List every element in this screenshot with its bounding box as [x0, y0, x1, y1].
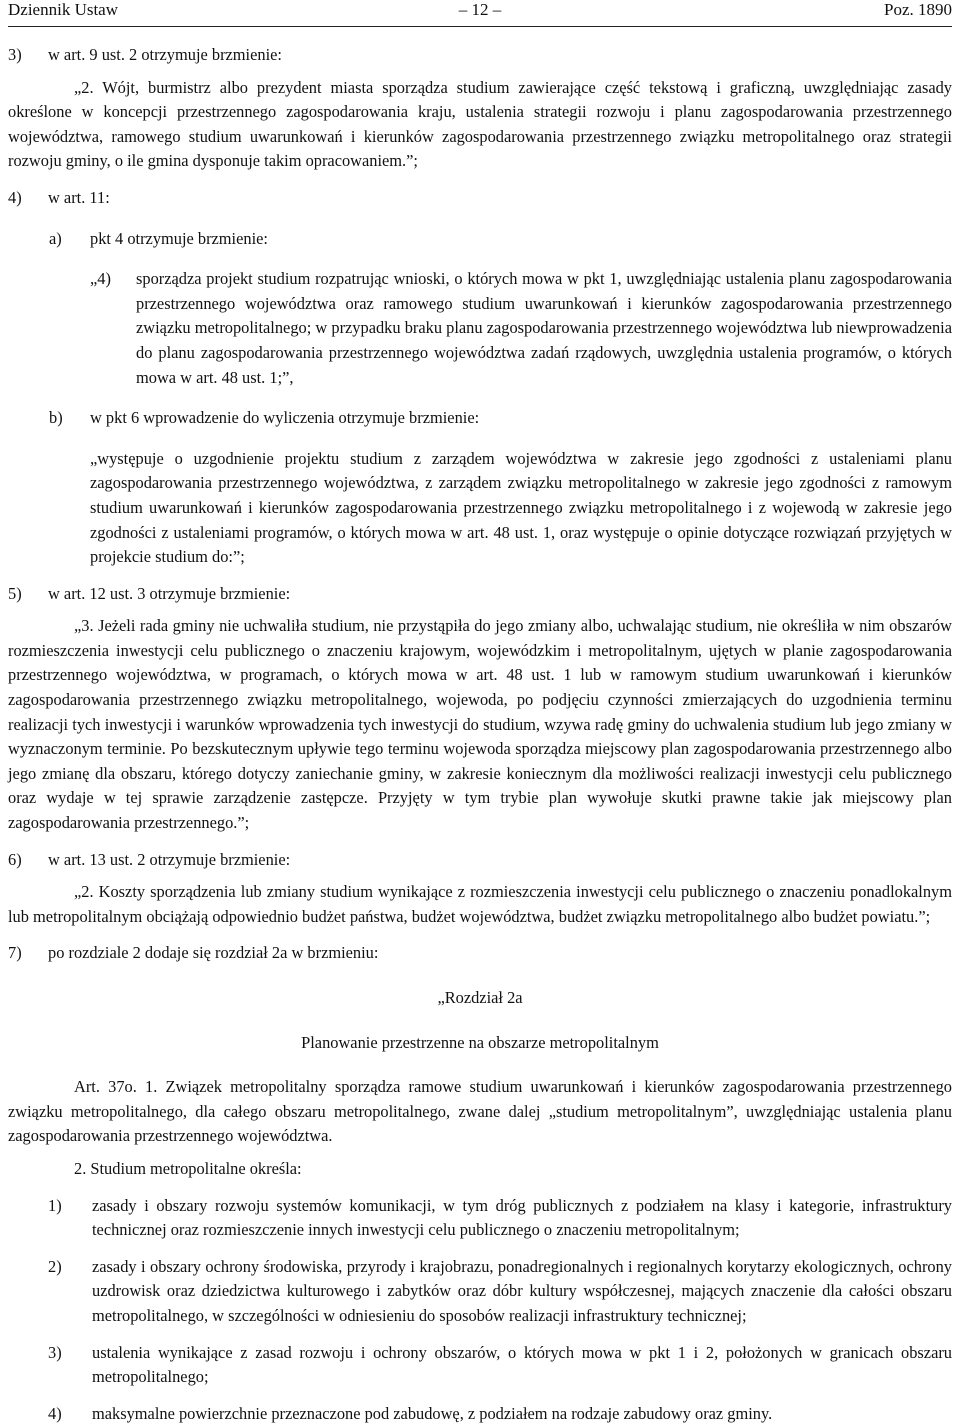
- quoted-provision: „występuje o uzgodnienie projektu studium z zarządem województwa w zakresie jego zgodności z ustaleniami planu zagospodarowania przestrzennego województwa, z zarządem związku metropolitalnego w zakresie jego zgodności z ramowym studium uwarunkowań i kierunków zagospodarowania przestrzennego związku metropolitalnego i z wojewodą w zakresie jego zgodności z ustaleniami programów, o których mowa w art. 48 ust. 1, oraz występuje o opinie dotyczące rozwiązań przyjętych w projekcie studium do:”;: [90, 448, 952, 567]
- item-intro: po rozdziale 2 dodaje się rozdział 2a w brzmieniu:: [48, 943, 379, 963]
- quoted-point-number: „4): [90, 269, 111, 289]
- list-number: 4): [48, 1403, 62, 1423]
- page-header: [8, 0, 952, 27]
- amendment-item-4: [8, 186, 952, 211]
- list-text: ustalenia wynikające z zasad rozwoju i ochrony obszarów, o których mowa w pkt 1 i 2, położonych w granicach obszaru metropolitalnego;: [92, 1342, 952, 1387]
- item-intro: w art. 9 ust. 2 otrzymuje brzmienie:: [48, 45, 282, 64]
- amendment-item-3: [8, 43, 952, 68]
- item-number: 5): [8, 583, 22, 603]
- quoted-point-4: [8, 267, 952, 390]
- sub-item-intro: pkt 4 otrzymuje brzmienie:: [90, 228, 268, 248]
- article-37o-paragraph-1: Art. 37o. 1. Związek metropolitalny sporządza ramowe studium uwarunkowań i kierunków zagospodarowania przestrzennego związku metropolitalnego, dla całego obszaru metropolitalnego, zwane dalej „studium metropolitalnym”, uwzględniając ustalenia planu zagospodarowania przestrzennego województwa.: [8, 1077, 952, 1146]
- sub-item-letter: b): [49, 408, 63, 428]
- chapter-title: „Rozdział 2a: [437, 988, 523, 1007]
- list-item: [8, 1402, 952, 1426]
- item-intro: w art. 13 ust. 2 otrzymuje brzmienie:: [48, 849, 291, 869]
- item-intro: w art. 12 ust. 3 otrzymuje brzmienie:: [48, 583, 291, 603]
- list-number: 1): [48, 1195, 62, 1215]
- list-item: [8, 1341, 952, 1390]
- list-text: zasady i obszary ochrony środowiska, przyrody i krajobrazu, ponadregionalnych i regionalnych korytarzy ekologicznych, ochrony uzdrowisk oraz dziedzictwa kulturowego i zabytków oraz dóbr kultury współczesnej, mających znaczenie dla całości obszaru metropolitalnego, w szczególności w odniesieniu do sposobów realizacji infrastruktury technicznej;: [92, 1256, 952, 1325]
- item-number: 7): [8, 943, 22, 963]
- quoted-provision: „2. Wójt, burmistrz albo prezydent miasta sporządza studium zawierające część tekstową i graficzną, uwzględniając zasady określone w koncepcji przestrzennego zagospodarowania kraju, ustalenia strategii rozwoju i planu zagospodarowania przestrzennego województwa, ramowego studium uwarunkowań i kierunków zagospodarowania przestrzennego związku metropolitalnego oraz strategii rozwoju gminy, o ile gmina dysponuje takim opracowaniem.”;: [8, 77, 952, 171]
- list-item: [8, 1194, 952, 1243]
- amendment-item-7: [8, 941, 952, 966]
- journal-title: Dziennik Ustaw: [8, 0, 119, 19]
- item-number: 3): [8, 45, 22, 64]
- page-number: – 12 –: [458, 0, 502, 19]
- sub-item-letter: a): [49, 228, 62, 248]
- item-number: 4): [8, 187, 22, 207]
- list-number: 2): [48, 1256, 62, 1276]
- sub-item-intro: w pkt 6 wprowadzenie do wyliczenia otrzymuje brzmienie:: [90, 408, 480, 428]
- list-number: 3): [48, 1342, 62, 1362]
- list-item: [8, 1255, 952, 1329]
- sub-item-b: [8, 406, 952, 431]
- quoted-provision: „2. Koszty sporządzenia lub zmiany studium wynikające z rozmieszczenia inwestycji celu publicznego o znaczeniu ponadlokalnym lub metropolitalnym obciążają odpowiednio budżet państwa, budżet województwa, budżet związku metropolitalnego albo budżet powiatu.”;: [8, 882, 952, 926]
- quoted-point-text: sporządza projekt studium rozpatrując wnioski, o których mowa w pkt 1, uwzględniając ustalenia planu zagospodarowania przestrzennego województwa oraz ramowego studium uwarunkowań i kierunków zagospodarowania przestrzennego związku metropolitalnego; w przypadku braku planu zagospodarowania przestrzennego województwa lub niewprowadzenia do planu zagospodarowania przestrzennego województwa zadań rządowych, uwzględnia ustalenia programów, o których mowa w art. 48 ust. 1;”,: [136, 269, 952, 387]
- sub-item-a: [8, 227, 952, 252]
- quoted-provision: „3. Jeżeli rada gminy nie uchwaliła studium, nie przystąpiła do jego zmiany albo, uchwalając studium, nie określiła w nim obszarów rozmieszczenia inwestycji celu publicznego o znaczeniu krajowym, wojewódzkim i metropolitalnym, ujętych w planie zagospodarowania przestrzennego województwa, w programach, o których mowa w art. 48 ust. 1 lub w ramowym studium uwarunkowań i kierunków zagospodarowania przestrzennego związku metropolitalnego, wojewoda, po podjęciu czynności zmierzających do uzgodnienia terminu realizacji tych inwestycji i warunków wprowadzenia tych inwestycji do studium, wzywa radę gminy do uchwalenia studium lub jego zmiany w wyznaczonym terminie. Po bezskutecznym upływie tego terminu wojewoda sporządza miejscowy plan zagospodarowania przestrzennego albo jego zmianę dla obszaru, którego dotyczy zaniechanie gminy, w zakresie koniecznym dla możliwości realizacji inwestycji celu publicznego oraz wydaje w tej sprawie zarządzenie zastępcze. Przyjęty w tym trybie plan wywołuje skutki prawne takie jak miejscowy plan zagospodarowania przestrzennego.”;: [8, 616, 952, 833]
- list-text: maksymalne powierzchnie przeznaczone pod zabudowę, z podziałem na rodzaje zabudowy oraz gminy.: [92, 1403, 773, 1423]
- item-intro: w art. 11:: [48, 187, 110, 207]
- article-37o-paragraph-2: 2. Studium metropolitalne określa:: [74, 1158, 302, 1178]
- item-number: 6): [8, 849, 22, 869]
- amendment-item-6: [8, 848, 952, 873]
- list-text: zasady i obszary rozwoju systemów komunikacji, w tym dróg publicznych z podziałem na klasy i kategorie, infrastruktury technicznej oraz rozmieszczenie innych inwestycji celu publicznego o znaczeniu metropolitalnym;: [92, 1195, 952, 1240]
- position-number: Poz. 1890: [884, 0, 952, 19]
- amendment-item-5: [8, 582, 952, 607]
- chapter-subtitle: Planowanie przestrzenne na obszarze metropolitalnym: [301, 1032, 659, 1052]
